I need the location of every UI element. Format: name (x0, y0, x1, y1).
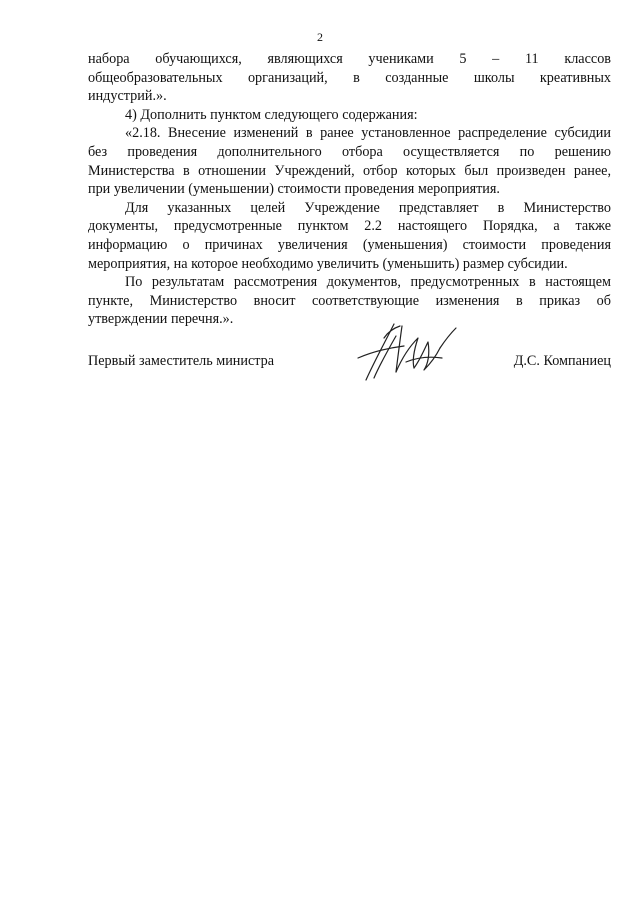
paragraph (88, 50, 611, 106)
text-line: информацию о причинах увеличения (уменьшения) стоимости проведения (88, 236, 611, 253)
text-line: мероприятия, на которое необходимо увеличить (уменьшить) размер субсидии. (88, 255, 568, 272)
text-line: набора обучающихся, являющихся учениками 5 – 11 классов (88, 51, 611, 67)
paragraph (88, 199, 611, 273)
paragraph (88, 106, 611, 125)
text-line: По результатам рассмотрения документов, предусмотренных в настоящем (125, 274, 611, 291)
text-line: индустрий.». (88, 88, 167, 105)
signatory-name: Д.С. Компаниец (513, 353, 611, 369)
text-line: общеобразовательных организаций, в созданные школы креативных (88, 69, 611, 86)
signatory-position: Первый заместитель министра (88, 353, 275, 369)
text-line: при увеличении (уменьшении) стоимости проведения мероприятия. (88, 181, 500, 198)
text-line: без проведения дополнительного отбора осуществляется по решению (88, 143, 611, 160)
paragraph (88, 124, 611, 198)
text-line: утверждении перечня.». (88, 311, 234, 328)
text-line: 4) Дополнить пунктом следующего содержания: (125, 106, 418, 123)
text-line: Министерства в отношении Учреждений, отбор которых был произведен ранее, (88, 162, 611, 179)
page-number: 2 (317, 30, 323, 44)
text-line: пункте, Министерство вносит соответствующие изменения в приказ об (88, 292, 611, 309)
text-line: Для указанных целей Учреждение представляет в Министерство (125, 199, 611, 216)
text-line: документы, предусмотренные пунктом 2.2 настоящего Порядка, а также (88, 218, 611, 235)
handwritten-signature (344, 318, 464, 386)
document-body (88, 50, 611, 329)
text-line: «2.18. Внесение изменений в ранее установленное распределение субсидии (125, 125, 611, 142)
